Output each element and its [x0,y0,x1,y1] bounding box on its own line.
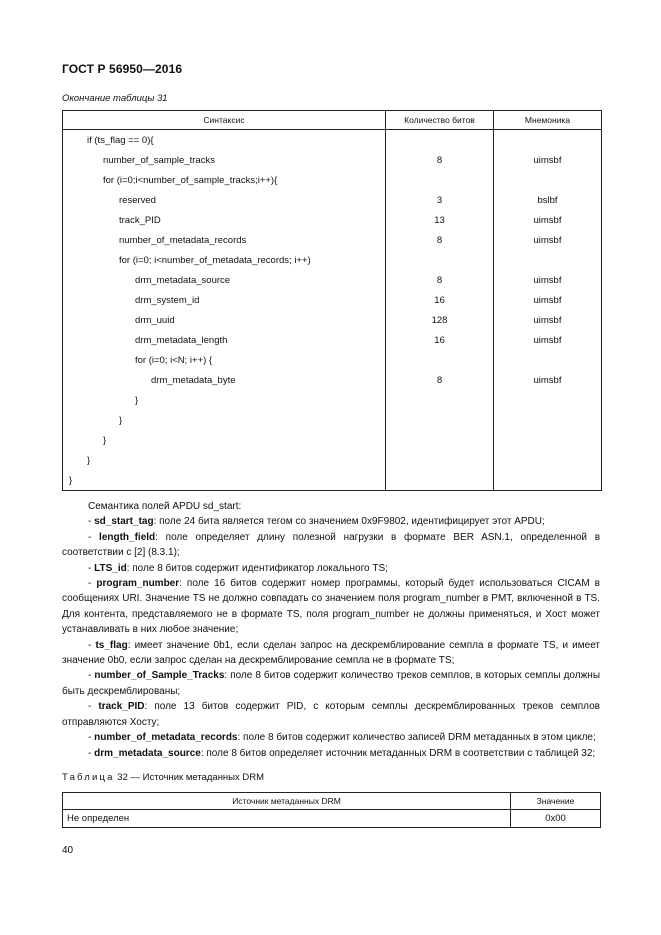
table-row [63,210,602,230]
semantics-item: - track_PID: поле 13 битов содержит PID, с которым семплы дескремблированных треков семплов отправляются Хосту; [62,701,600,728]
drm-source-cell: Не определен [63,810,511,828]
table-row [63,310,602,330]
table-32-title: 32 — Источник метаданных DRM [114,772,265,783]
syntax-cell: drm_uuid [63,310,386,330]
column-header-value: Значение [511,793,601,810]
semantics-item: - ts_flag: имеет значение 0b1, если сделан запрос на дескремблирование семпла в формате TS, и имеет значение 0b0, если запрос сделан на дескремблирование семпла не в формате TS; [62,639,601,667]
field-description: : поле 13 битов содержит PID, с которым семплы дескремблированных треков семплов отправляются Хосту; [62,701,600,728]
syntax-cell: drm_metadata_source [63,270,386,290]
field-name: program_number [96,578,180,590]
table-31-header-row [63,111,602,130]
field-name: sd_start_tag [94,516,154,528]
syntax-cell: reserved [63,190,386,210]
column-header-syntax: Синтаксис [63,111,386,130]
bit-count-cell: 8 [386,370,494,390]
mnemonic-cell [494,390,602,410]
mnemonic-cell [494,350,602,370]
table-row [63,350,602,370]
bit-count-cell [386,410,494,430]
table-32-label: Таблица [62,772,115,783]
column-header-drm-source: Источник метаданных DRM [63,793,511,810]
mnemonic-cell [494,410,602,430]
bit-count-cell [386,130,494,151]
table-row [63,430,602,450]
mnemonic-cell: uimsbf [494,310,602,330]
table-row [63,450,602,470]
field-description: : поле 8 битов содержит количество треков семплов, в которых семплы должны быть дескремблированы; [62,670,601,697]
syntax-cell: } [63,410,386,430]
semantics-intro: Семантика полей APDU sd_start: [88,501,242,512]
field-description: : имеет значение 0b1, если сделан запрос на дескремблирование семпла в формате TS, и имеет значение 0b0, если запрос сделан на дескремблирование семпла не в формате TS; [62,639,601,667]
table-row [63,470,602,491]
table-31-body [63,130,602,491]
syntax-cell: drm_system_id [63,290,386,310]
mnemonic-cell [494,130,602,151]
bit-count-cell: 8 [386,230,494,250]
field-name: track_PID [98,701,145,713]
syntax-cell: for (i=0; i<N; i++) { [63,350,386,370]
mnemonic-cell: bslbf [494,190,602,210]
bit-count-cell [386,450,494,470]
field-name: length_field [99,531,156,543]
syntax-cell: } [63,470,386,491]
document-header: ГОСТ Р 56950—2016 [62,62,183,76]
column-header-bit-count: Количество битов [386,111,494,130]
mnemonic-cell: uimsbf [494,210,602,230]
table-31-continuation-caption: Окончание таблицы 31 [62,93,168,104]
field-name: LTS_id [94,562,127,574]
table-row [63,230,602,250]
field-description: : поле 8 битов определяет источник метаданных DRM в соответствии с таблицей 32; [200,747,596,759]
syntax-cell: for (i=0; i<number_of_metadata_records; i++) [63,250,386,270]
bit-count-cell [386,170,494,190]
field-description: : поле 24 бита является тегом со значением 0x9F9802, идентифицирует этот APDU; [153,516,545,528]
bit-count-cell [386,250,494,270]
bit-count-cell: 13 [386,210,494,230]
bit-count-cell: 8 [386,270,494,290]
bit-count-cell: 3 [386,190,494,210]
field-name: number_of_metadata_records [94,732,238,744]
mnemonic-cell: uimsbf [494,230,602,250]
mnemonic-cell [494,450,602,470]
mnemonic-cell [494,250,602,270]
syntax-cell: if (ts_flag == 0){ [63,130,386,151]
field-name: number_of_Sample_Tracks [94,670,225,682]
mnemonic-cell [494,470,602,491]
table-32 [62,792,601,828]
semantics-item: - length_field: поле определяет длину полезной нагрузки в формате BER ASN.1, определенной в соответствии с [2] (8.3.1); [62,531,601,559]
syntax-cell: number_of_metadata_records [63,230,386,250]
semantics-item: - drm_metadata_source: поле 8 битов определяет источник метаданных DRM в соответствии с таблицей 32; [88,747,596,759]
semantics-item: - number_of_Sample_Tracks: поле 8 битов содержит количество треков семплов, в которых семплы должны быть дескремблированы; [62,670,601,697]
semantics-item: - number_of_metadata_records: поле 8 битов содержит количество записей DRM метаданных в этом цикле; [88,732,596,744]
table-row [63,370,602,390]
field-name: ts_flag [95,639,128,651]
table-row [63,410,602,430]
field-semantics [62,499,600,761]
table-row [63,270,602,290]
table-row [63,130,602,151]
column-header-mnemonic: Мнемоника [494,111,602,130]
table-row [63,250,602,270]
semantics-item: - sd_start_tag: поле 24 бита является тегом со значением 0x9F9802, идентифицирует этот APDU; [88,516,545,528]
field-name: drm_metadata_source [94,747,201,759]
mnemonic-cell: uimsbf [494,270,602,290]
bit-count-cell: 16 [386,290,494,310]
syntax-cell: track_PID [63,210,386,230]
page-number: 40 [62,845,74,856]
table-row [63,150,602,170]
syntax-cell: for (i=0;i<number_of_sample_tracks;i++){ [63,170,386,190]
table-row [63,190,602,210]
bit-count-cell: 8 [386,150,494,170]
mnemonic-cell: uimsbf [494,290,602,310]
syntax-cell: } [63,450,386,470]
syntax-cell: } [63,390,386,410]
table-row [63,390,602,410]
field-description: : поле 8 битов содержит идентификатор локального TS; [126,562,388,574]
bit-count-cell [386,470,494,491]
table-row [63,330,602,350]
field-description: : поле 8 битов содержит количество записей DRM метаданных в этом цикле; [237,732,596,744]
table-32-caption [62,772,264,783]
table-row [63,810,601,828]
mnemonic-cell: uimsbf [494,330,602,350]
mnemonic-cell: uimsbf [494,150,602,170]
syntax-cell: drm_metadata_length [63,330,386,350]
bit-count-cell: 128 [386,310,494,330]
table-row [63,290,602,310]
bit-count-cell [386,390,494,410]
syntax-cell: } [63,430,386,450]
mnemonic-cell [494,170,602,190]
bit-count-cell [386,350,494,370]
mnemonic-cell: uimsbf [494,370,602,390]
semantics-item: - program_number: поле 16 битов содержит номер программы, который будет использоваться CICAM в сообщениях URI. Значение TS не должно совпадать со значением поля program_number в PMT, включенной в TS. Для контента, представляемого не в формате TS, поля program_number не должны применяться, и Хост может устанавливать в них любое значение; [62,578,600,636]
field-description: : поле 16 битов содержит номер программы, который будет использоваться CICAM в сообщениях URI. Значение TS не должно совпадать со значением поля program_number в PMT, включенной в TS. Для контента, представляемого не в формате TS, поля program_number не должны применяться, и Хост может устанавливать в них любое значение; [62,578,600,636]
table-31 [62,110,602,491]
field-description: : поле определяет длину полезной нагрузки в формате BER ASN.1, определенной в соответствии с [2] (8.3.1); [62,531,601,559]
semantics-item: - LTS_id: поле 8 битов содержит идентификатор локального TS; [88,562,388,574]
bit-count-cell: 16 [386,330,494,350]
table-32-header-row [63,793,601,810]
mnemonic-cell [494,430,602,450]
bit-count-cell [386,430,494,450]
value-cell: 0x00 [511,810,601,828]
semantics-list [62,514,600,761]
syntax-cell: drm_metadata_byte [63,370,386,390]
table-32-body [63,810,601,828]
table-row [63,170,602,190]
syntax-cell: number_of_sample_tracks [63,150,386,170]
